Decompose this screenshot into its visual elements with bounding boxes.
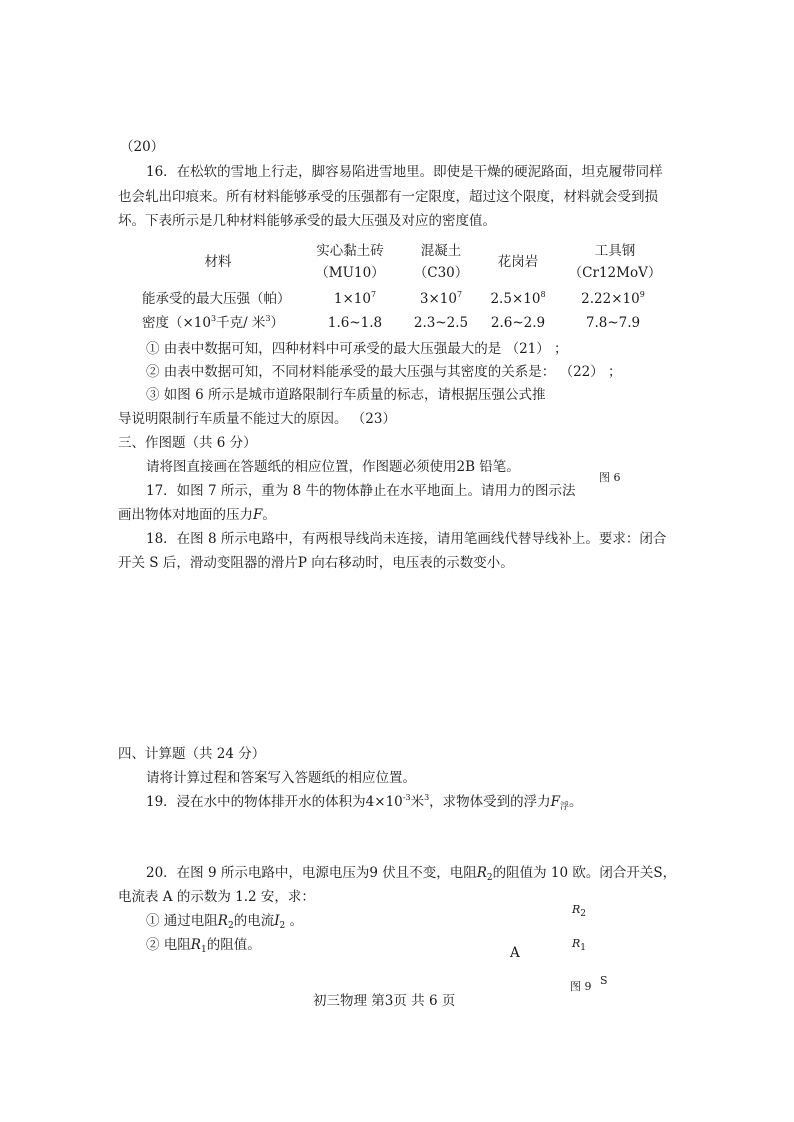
page-footer: 初三物理 第3页 共 6 页: [313, 993, 456, 1009]
q19-text: 19．浸在水中的物体排开水的体积为$4\times 10^{-3}$米$^3$，求物体受到的浮力$F_浮$。: [146, 793, 583, 812]
table-col2-name: 混凝土: [420, 243, 462, 259]
section-4-instruction: 请将计算过程和答案写入答题纸的相应位置。: [146, 770, 416, 786]
table-row1-value-1: $1\times 10^7$: [333, 290, 377, 307]
table-col2-code: （C30）: [413, 265, 469, 281]
table-row2-label: 密度（$\times 10^3$千克/ 米$^3$）: [142, 314, 285, 331]
table-row1-value-4: $2.22\times 10^9$: [581, 290, 645, 307]
table-row2-value-1: 1.6~1.8: [327, 315, 383, 331]
q18-line-2: 开关 S 后，滑动变阻器的滑片P 向右移动时，电压表的示数变小。: [118, 555, 514, 571]
table-row2-value-2: 2.3~2.5: [413, 315, 469, 331]
table-header-material: 材料: [204, 254, 232, 270]
section-4-title: 四、计算题（共 24 分）: [118, 746, 266, 762]
table-row2-value-3: 2.6~2.9: [490, 315, 546, 331]
q20-sub-1: ① 通过电阻$R_2$的电流$I_2$ 。: [146, 913, 304, 931]
figure-6-label: 图 6: [599, 471, 621, 484]
q16-line-1: 16．在松软的雪地上行走，脚容易陷进雪地里。即使是干燥的硬泥路面，坦克履带同样: [146, 164, 663, 180]
table-row1-value-3: $2.5\times 10^8$: [490, 290, 546, 307]
table-row2-value-4: 7.8~7.9: [585, 315, 641, 331]
figure-9-label: 图 9: [570, 980, 592, 993]
q18-line-1: 18．在图 8 所示电路中，有两根导线尚未连接，请用笔画线代替导线补上。要求：闭合: [146, 531, 667, 547]
fig9-switch-label: S: [600, 974, 608, 987]
q16-sub-3a: ③ 如图 6 所示是城市道路限制行车质量的标志，请根据压强公式推: [146, 387, 546, 403]
q20-sub-2: ② 电阻$R_1$的阻值。: [146, 937, 261, 955]
q17-line-2: 画出物体对地面的压力F。: [118, 507, 276, 523]
table-col3-name: 花岗岩: [497, 254, 539, 270]
q16-sub-2: ② 由表中数据可知，不同材料能承受的最大压强与其密度的关系是： （22） ；: [146, 364, 622, 380]
q16-line-2: 也会轧出印痕来。所有材料能够承受的压强都有一定限度，超过这个限度，材料就会受到损: [118, 189, 658, 205]
table-col1-code: （MU10）: [315, 265, 385, 281]
table-col1-name: 实心黏土砖: [316, 243, 384, 259]
q16-sub-1: ① 由表中数据可知，四种材料中可承受的最大压强最大的是 （21） ；: [146, 341, 568, 357]
fig9-ammeter-label: A: [510, 945, 520, 961]
table-row1-value-2: $3\times 10^7$: [419, 290, 463, 307]
q16-line-3: 坏。下表所示是几种材料能够承受的最大压强及对应的密度值。: [118, 213, 496, 229]
q20-line-1: 20．在图 9 所示电路中，电源电压为9 伏且不变，电阻$R_2$的阻值为 10 欧。闭合开关S，: [146, 865, 677, 883]
table-row1-label: 能承受的最大压强（帕）: [142, 291, 291, 307]
fig9-r1-label: $R_1$: [572, 937, 587, 953]
section-3-title: 三、作图题（共 6 分）: [118, 435, 257, 451]
q16-sub-3b: 导说明限制行车质量不能过大的原因。 （23）: [118, 411, 396, 427]
section-3-instruction: 请将图直接画在答题纸的相应位置，作图题必须使用2B 铅笔。: [146, 459, 520, 475]
q20-line-2: 电流表 A 的示数为 1.2 安，求：: [118, 889, 315, 905]
fig9-r2-label: $R_2$: [572, 903, 587, 919]
q17-line-1: 17．如图 7 所示，重为 8 牛的物体静止在水平地面上。请用力的图示法: [146, 483, 576, 499]
table-col4-code: （Cr12MoV）: [568, 265, 662, 281]
answer-blank-20: （20）: [120, 139, 165, 155]
table-col4-name: 工具钢: [594, 243, 636, 259]
